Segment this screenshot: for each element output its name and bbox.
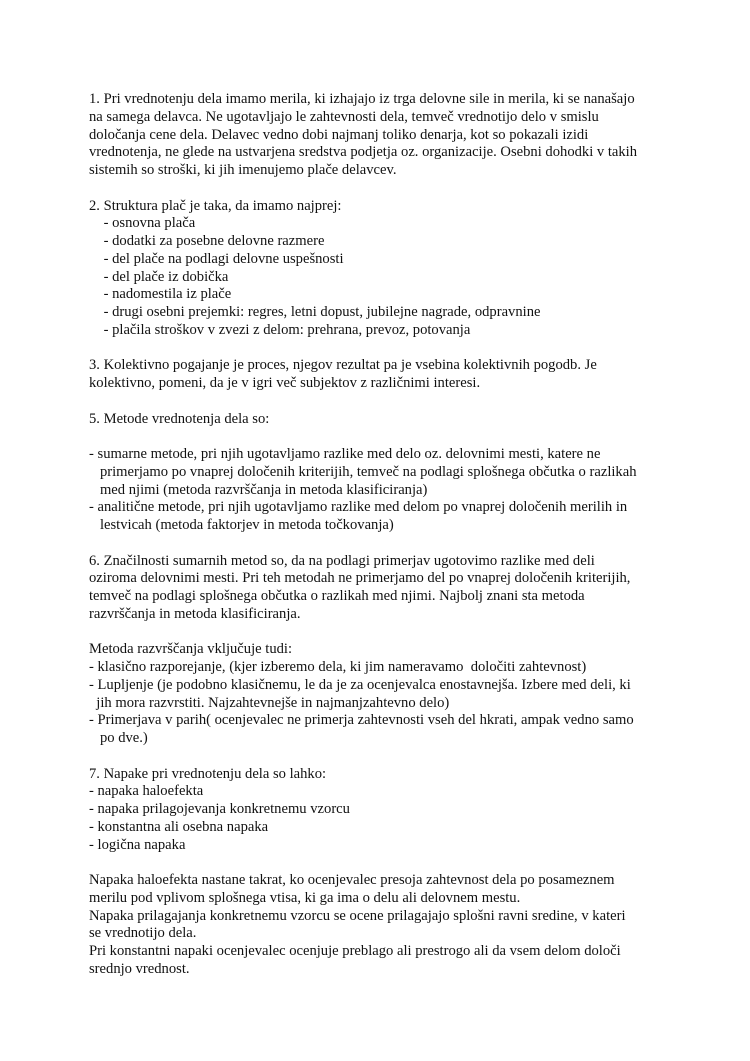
paragraph-line: merilu pod vplivom splošnega vtisa, ki ga ima o delu ali delovnem mestu.: [89, 889, 521, 906]
section-6-summary-methods: [89, 553, 709, 624]
list-item: - plačila stroškov v zvezi z delom: prehrana, prevoz, potovanja: [89, 321, 471, 338]
list-item: - del plače na podlagi delovne uspešnosti: [89, 250, 344, 267]
section-7-error-explanations: [89, 872, 709, 979]
paragraph-line: 6. Značilnosti sumarnih metod so, da na podlagi primerjav ugotovimo razlike med deli: [89, 552, 595, 569]
paragraph-line: kolektivno, pomeni, da je v igri več subjektov z različnimi interesi.: [89, 375, 481, 391]
list-item-continuation: primerjamo po vnaprej določenih kriterijih, temveč na podlagi splošnega občutka o razlikah: [89, 463, 637, 480]
list-item: - klasično razporejanje, (kjer izberemo dela, ki jim nameravamo določiti zahtevnost): [89, 659, 587, 675]
document-body: [89, 91, 709, 979]
paragraph-line: 1. Pri vrednotenju dela imamo merila, ki izhajajo iz trga delovne sile in merila, ki se nanašajo: [89, 91, 635, 107]
blank-line: [89, 180, 709, 198]
blank-line: [89, 748, 709, 766]
paragraph-line: vrednotenja, ne glede na ustvarjena sredstva podjetja oz. organizacije. Osebni dohodki v takih: [89, 144, 638, 161]
blank-line: [89, 393, 709, 411]
blank-line: [89, 854, 709, 872]
paragraph-line: določanja cene dela. Delavec vedno dobi najmanj toliko denarja, kot so pokazali izidi: [89, 126, 589, 143]
paragraph-line: temveč na podlagi splošnega občutka o razlikah med njimi. Najbolj znani sta metoda: [89, 588, 585, 604]
list-item: - napaka haloefekta: [89, 783, 204, 800]
section-2-salary-structure: [89, 198, 709, 340]
list-item: - osnovna plača: [89, 215, 196, 232]
list-item-continuation: med njimi (metoda razvrščanja in metoda klasificiranja): [89, 481, 428, 498]
blank-line: [89, 340, 709, 358]
paragraph-line: na samega delavca. Ne ugotavljajo le zahtevnosti dela, temveč vrednotijo delo v smislu: [89, 108, 599, 125]
list-item-continuation: jih mora razvrstiti. Najzahtevnejše in najmanjzahtevno delo): [89, 694, 450, 711]
section-6-ranking-method: [89, 641, 709, 748]
paragraph-line: se vrednotijo dela.: [89, 925, 197, 942]
blank-line: [89, 535, 709, 553]
section-heading: 5. Metode vrednotenja dela so:: [89, 410, 270, 427]
paragraph-line: oziroma delovnimi mesti. Pri teh metodah ne primerjamo del po vnaprej določenih kriterijih,: [89, 570, 631, 587]
section-1-valuation-criteria: [89, 91, 709, 180]
paragraph-line: Metoda razvrščanja vključuje tudi:: [89, 641, 293, 658]
paragraph-line: Napaka haloefekta nastane takrat, ko ocenjevalec presoja zahtevnost dela po posameznem: [89, 872, 615, 888]
list-item: - drugi osebni prejemki: regres, letni dopust, jubilejne nagrade, odpravnine: [89, 304, 541, 320]
list-item: - del plače iz dobička: [89, 268, 229, 285]
list-item: - analitične metode, pri njih ugotavljamo razlike med delom po vnaprej določenih merilih in: [89, 499, 628, 516]
list-item: - sumarne metode, pri njih ugotavljamo razlike med delo oz. delovnimi mesti, katere ne: [89, 446, 601, 462]
section-7-valuation-errors: [89, 766, 709, 855]
blank-line: [89, 624, 709, 642]
paragraph-line: srednjo vrednost.: [89, 960, 190, 977]
list-item: - Primerjava v parih( ocenjevalec ne primerja zahtevnosti vseh del hkrati, ampak vedno samo: [89, 712, 634, 729]
list-item-continuation: po dve.): [89, 730, 148, 746]
list-item: - Luplјenje (je podobno klasičnemu, le da je za ocenjevalca enostavnejša. Izbere med deli, ki: [89, 676, 631, 693]
section-5-heading: [89, 411, 709, 429]
list-item: - nadomestila iz plače: [89, 286, 232, 303]
paragraph-line: sistemih so stroški, ki jih imenujemo plače delavcev.: [89, 162, 397, 178]
paragraph-line: 3. Kolektivno pogajanje je proces, njegov rezultat pa je vsebina kolektivnih pogodb. Je: [89, 357, 597, 374]
paragraph-line: Pri konstantni napaki ocenjevalec ocenjuje preblago ali prestrogo ali da vsem delom določi: [89, 943, 621, 959]
paragraph-line: Napaka prilagajanja konkretnemu vzorcu se ocene prilagajajo splošni ravni sredine, v kateri: [89, 907, 626, 924]
section-5-methods-list: [89, 446, 709, 535]
list-item: - napaka prilagojevanja konkretnemu vzorcu: [89, 801, 350, 817]
list-item: - logična napaka: [89, 836, 186, 853]
list-item-continuation: lestvicah (metoda faktorjev in metoda točkovanja): [89, 517, 394, 533]
section-3-collective-bargaining: [89, 357, 709, 393]
list-item: - dodatki za posebne delovne razmere: [89, 233, 325, 249]
list-item: - konstantna ali osebna napaka: [89, 818, 269, 835]
paragraph-line: razvrščanja in metoda klasificiranja.: [89, 605, 301, 622]
blank-line: [89, 428, 709, 446]
section-heading: 2. Struktura plač je taka, da imamo najprej:: [89, 197, 342, 214]
section-heading: 7. Napake pri vrednotenju dela so lahko:: [89, 765, 327, 782]
